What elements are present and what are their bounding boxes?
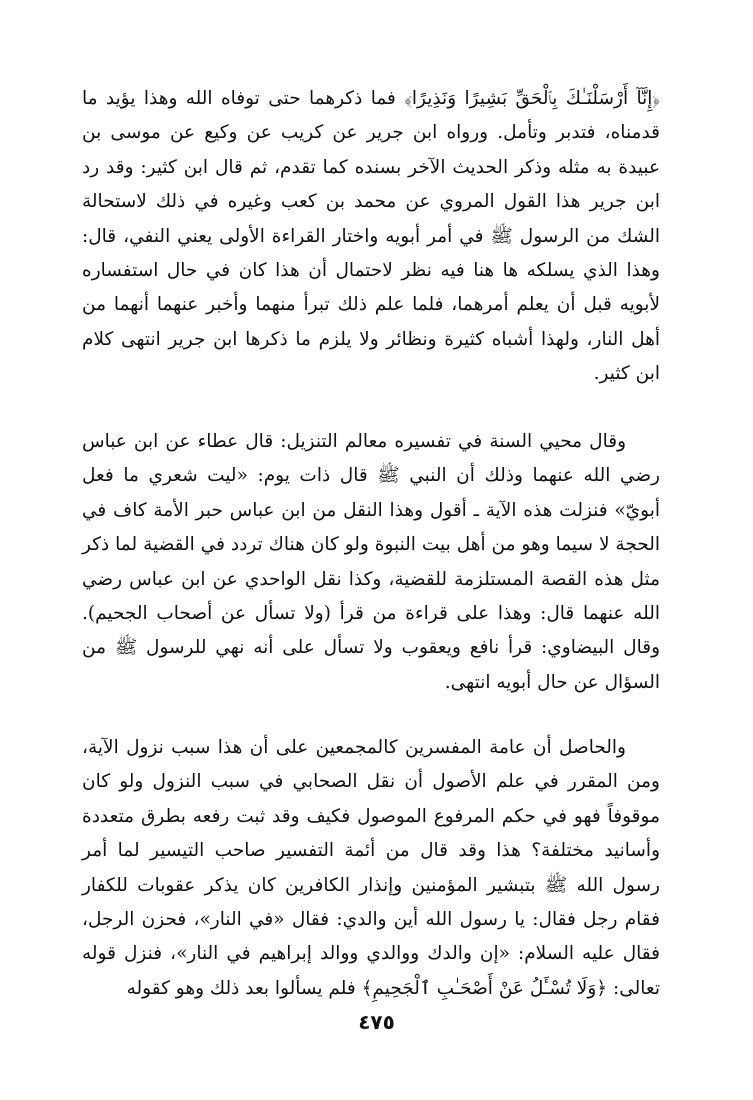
page-number: ٤٧٥ <box>358 1010 395 1034</box>
paragraph-2: وقال محيي السنة في تفسيره معالم التنزيل: قال عطاء عن ابن عباس رضي الله عنهما وذلك أن النبي ﷺ قال ذات يوم: «ليت شعري ما فعل أبويّ» فنزلت هذه الآية ـ أقول وهذا النقل من ابن عباس حبر الأمة كاف في الحجة لا سيما وهو من أهل بيت النبوة ولو كان هناك تردد في القضية لما ذكر مثل هذه القصة المستلزمة للقضية، وكذا نقل الواحدي عن ابن عباس رضي الله عنهما قال: وهذا على قراءة من قرأ (ولا تسأل عن أصحاب الجحيم). وقال البيضاوي: قرأ نافع ويعقوب ولا تسأل على أنه نهي للرسول ﷺ من السؤال عن حال أبويه انتهى. <box>82 431 660 693</box>
paragraph-1: ﴿إِنَّآ أَرْسَلْنَـٰكَ بِٱلْحَقِّ بَشِيرًا وَنَذِيرًا﴾ فما ذكرهما حتى توفاه الله وهذا يؤيد ما قدمناه، فتدبر وتأمل. ورواه ابن جرير عن كريب عن وكيع عن موسى بن عبيدة به مثله وذكر الحديث الآخر بسنده كما تقدم، ثم قال ابن كثير: وقد رد ابن جرير هذا القول المروي عن محمد بن كعب وغيره في ذلك لاستحالة الشك من الرسول ﷺ في أمر أبويه واختار القراءة الأولى يعني النفي، قال: وهذا الذي يسلكه ها هنا فيه نظر لاحتمال أن هذا كان في حال استفساره لأبويه قبل أن يعلم أمرهما، فلما علم ذلك تبرأ منهما وأخبر عنهما أنهما من أهل النار، ولهذا أشباه كثيرة ونظائر ولا يلزم ما ذكرها ابن جرير انتهى كلام ابن كثير. <box>82 88 660 385</box>
paragraph-3: والحاصل أن عامة المفسرين كالمجمعين على أن هذا سبب نزول الآية، ومن المقرر في علم الأصول أن نقل الصحابي في سبب النزول ولو كان موقوفاً فهو في حكم المرفوع الموصول فكيف وقد ثبت رفعه بطرق متعددة وأسانيد مختلفة؟ هذا وقد قال من أئمة التفسير صاحب التيسير لما أمر رسول الله ﷺ بتبشير المؤمنين وإنذار الكافرين كان يذكر عقوبات للكفار فقام رجل فقال: يا رسول الله أين والدي: فقال «في النار»، فحزن الرجل، فقال عليه السلام: «إن والدك ووالدي ووالد إبراهيم في النار»، فنزل قوله تعالى: ﴿وَلَا تُسْـَٔلُ عَنْ أَصْحَـٰبِ ٱلْجَحِيمِ﴾ فلم يسألوا بعد ذلك وهو كقوله <box>82 737 660 999</box>
